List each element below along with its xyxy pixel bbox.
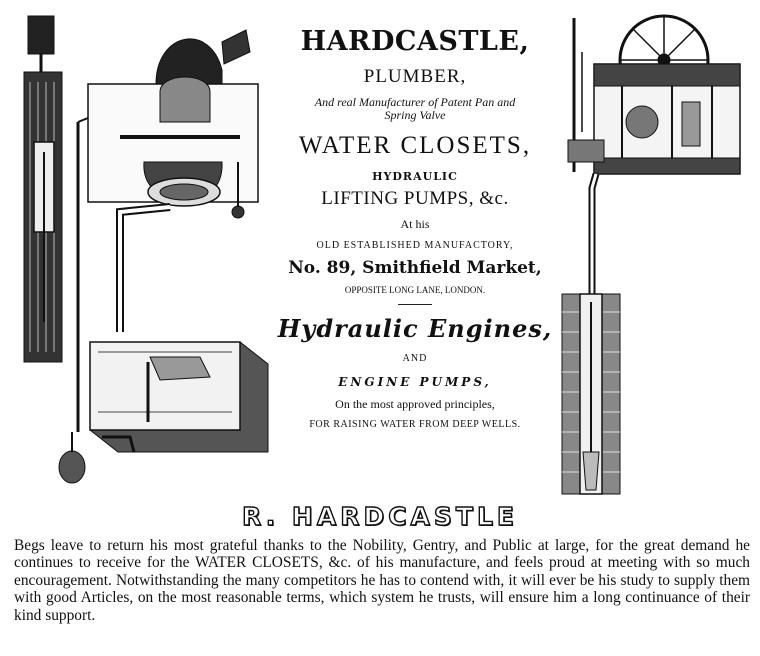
deep-wells-line: FOR RAISING WATER FROM DEEP WELLS.: [309, 419, 521, 430]
tagline-line-2: Spring Valve: [384, 108, 446, 122]
divider-rule: [398, 304, 432, 305]
old-established-label: OLD ESTABLISHED MANUFACTORY,: [316, 240, 514, 251]
footer-body-paragraph: Begs leave to return his most grateful thanks to the Nobility, Gentry, and Public at large, for the great demand he continues to receive for the WATER CLOSETS, &c. of his manufacture, and feels proud at meeting with so much encouragement. Notwithstanding the many competitors he has to contend with, it will ever be his study to supply them with good Articles, on the most reasonable terms, which system he trusts, will ensure him a long continuance of their kind support.: [14, 537, 750, 624]
engine-pumps-heading: ENGINE PUMPS,: [338, 375, 492, 389]
trade-title: PLUMBER,: [363, 66, 467, 87]
at-his-label: At his: [400, 217, 430, 231]
advert-center-column: [272, 22, 558, 430]
and-label: AND: [402, 353, 428, 364]
address-note: OPPOSITE LONG LANE, LONDON.: [344, 285, 486, 295]
product-water-closets: WATER CLOSETS,: [298, 132, 532, 159]
tagline-line-1: And real Manufacturer of Patent Pan and: [314, 95, 516, 109]
footer-heading: R. HARDCASTLE: [242, 502, 518, 531]
water-closet-engraving-icon: [10, 12, 272, 490]
approved-principles-line: On the most approved principles,: [335, 397, 495, 411]
address: No. 89, Smithfield Market,: [288, 258, 542, 278]
hydraulic-engines-heading: Hydraulic Engines,: [277, 314, 553, 343]
product-lifting-pumps: LIFTING PUMPS, &c.: [321, 188, 509, 209]
business-name: HARDCASTLE,: [300, 26, 530, 57]
well-pump-engraving-icon: [552, 12, 748, 500]
product-hydraulic-label: HYDRAULIC: [372, 170, 458, 183]
